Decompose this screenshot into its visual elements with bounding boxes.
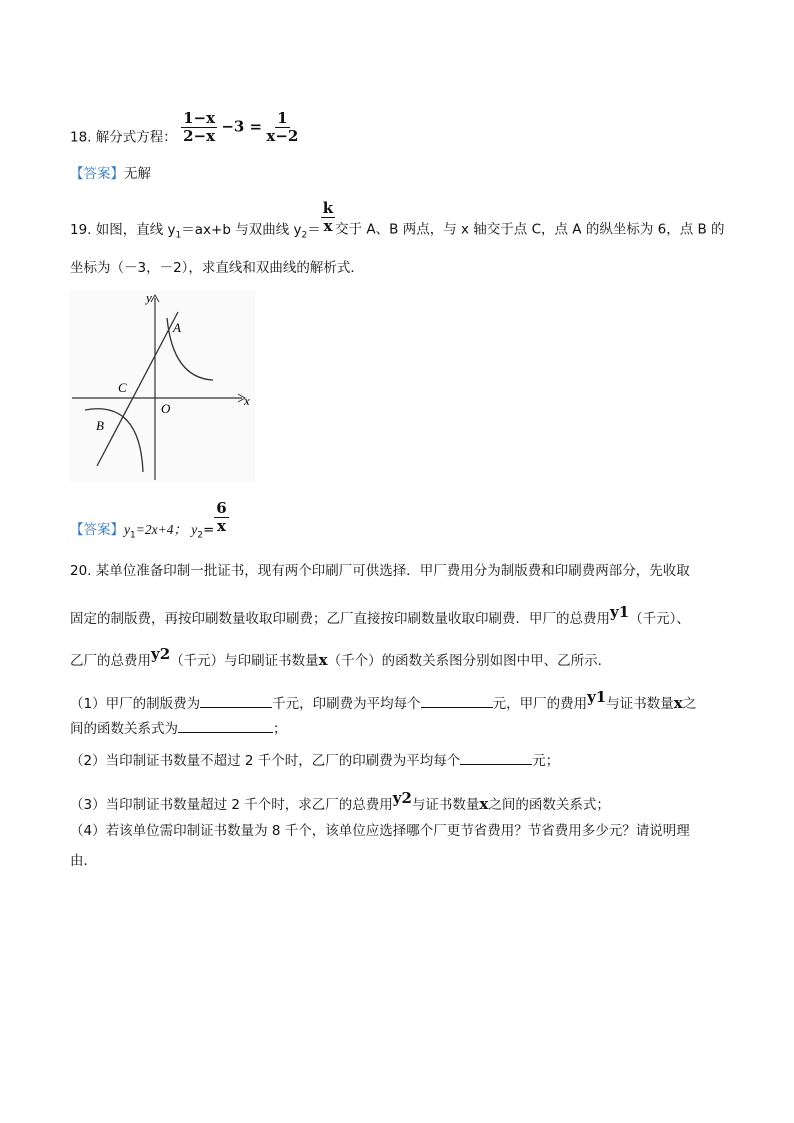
text: （千元）与印刷证书数量 [170, 653, 319, 669]
text: 之间的函数关系式； [488, 797, 610, 813]
var-y2: y2 [392, 789, 412, 807]
q20-part4: （4）若该单位需印制证书数量为 8 千个，该单位应选择哪个厂更节省费用？节省费用多少元？请说明理 [70, 823, 690, 839]
text: = [202, 521, 215, 538]
q20-part1 [70, 688, 696, 713]
denominator: x−2 [266, 127, 299, 145]
var-y1: y1 [587, 688, 607, 706]
q20-part3 [70, 789, 610, 814]
fraction-2 [266, 110, 298, 145]
text: ； [273, 721, 287, 737]
answer-18 [70, 165, 151, 183]
label-b: B [96, 418, 104, 433]
text: =2x+4； [135, 521, 187, 537]
numerator: 1 [277, 109, 288, 127]
var-x: x [318, 651, 328, 669]
text: 元； [532, 753, 560, 769]
label-y: y [146, 290, 152, 305]
text: 与证书数量 [411, 797, 480, 813]
q20-part1-cont [70, 718, 287, 738]
text: 元，甲厂的费用 [492, 696, 588, 712]
text: （3）当印制证书数量超过 2 千个时，求乙厂的总费用 [70, 797, 393, 813]
text: ＝ [307, 221, 321, 238]
figure-background [70, 290, 255, 482]
q20-line3 [70, 645, 611, 670]
var-y2: y2 [151, 645, 171, 663]
answer-19-text [70, 521, 215, 541]
q20-part2 [70, 750, 559, 770]
q20-part4-cont: 由． [70, 853, 97, 869]
denominator: 2−x [183, 127, 216, 145]
text: 千元，印刷费为平均每个 [272, 696, 421, 712]
operator: −3 = [221, 117, 263, 136]
subscript: 1 [175, 230, 182, 241]
question-18 [70, 110, 298, 147]
text: 之 [682, 696, 697, 712]
fraction-1 [181, 110, 217, 145]
blank-3[interactable] [178, 718, 273, 733]
blank-4[interactable] [460, 750, 532, 765]
var-x: x [479, 795, 489, 813]
var-y1: y1 [610, 603, 630, 621]
answer-text: 无解 [124, 166, 151, 182]
question-19 [70, 200, 725, 244]
text: ＝ax+b 与双曲线 y [181, 221, 302, 238]
answer-tag: 【答案】 [70, 521, 124, 538]
q20-line2 [70, 603, 690, 628]
subscript: 2 [301, 230, 308, 241]
numerator: 6 [216, 499, 227, 517]
subscript: 1 [130, 530, 136, 541]
q19-text [70, 221, 321, 241]
text: 与证书数量 [606, 696, 674, 712]
text: （2）当印制证书数量不超过 2 千个时，乙厂的印刷费为平均每个 [70, 753, 461, 769]
text: （1）甲厂的制版费为 [70, 696, 201, 712]
q18-label: 18. 解分式方程： [70, 129, 177, 146]
var-x: x [673, 694, 683, 712]
label-x: x [244, 393, 250, 408]
label-o: O [161, 401, 171, 416]
question-19-line2: 坐标为（－3，－2），求直线和双曲线的解析式． [70, 260, 364, 276]
text: 19. 如图，直线 y [70, 221, 176, 238]
numerator: k [322, 199, 334, 217]
text: 固定的制版费，再按印刷数量收取印刷费；乙厂直接按印刷数量收取印刷费．甲厂的总费用 [70, 611, 610, 627]
q20-line1: 20. 某单位准备印制一批证书，现有两个印刷厂可供选择．甲厂费用分为制版费和印刷费两部分，先收取 [70, 563, 690, 579]
blank-1[interactable] [200, 693, 272, 708]
fraction-6-over-x [214, 500, 228, 535]
var: y [124, 521, 130, 537]
hyperbola-figure [70, 290, 255, 482]
var: y [191, 521, 198, 537]
text: 交于 A、B 两点，与 x 轴交于点 C，点 A 的纵坐标为 6，点 B 的 [335, 221, 725, 238]
subscript: 2 [197, 530, 203, 541]
answer-tag: 【答案】 [70, 166, 124, 182]
text: （千元）、 [629, 611, 690, 627]
answer-19 [70, 500, 229, 544]
label-c: C [118, 380, 127, 395]
blank-2[interactable] [421, 693, 493, 708]
label-a: A [173, 320, 181, 335]
denominator: x [217, 517, 226, 535]
numerator: 1−x [183, 109, 216, 127]
text: （千个）的函数关系图分别如图中甲、乙所示． [327, 653, 612, 669]
fraction-k-over-x [321, 200, 335, 235]
text: 乙厂的总费用 [70, 653, 151, 669]
denominator: x [323, 217, 333, 235]
text: 间的函数关系式为 [70, 721, 178, 737]
